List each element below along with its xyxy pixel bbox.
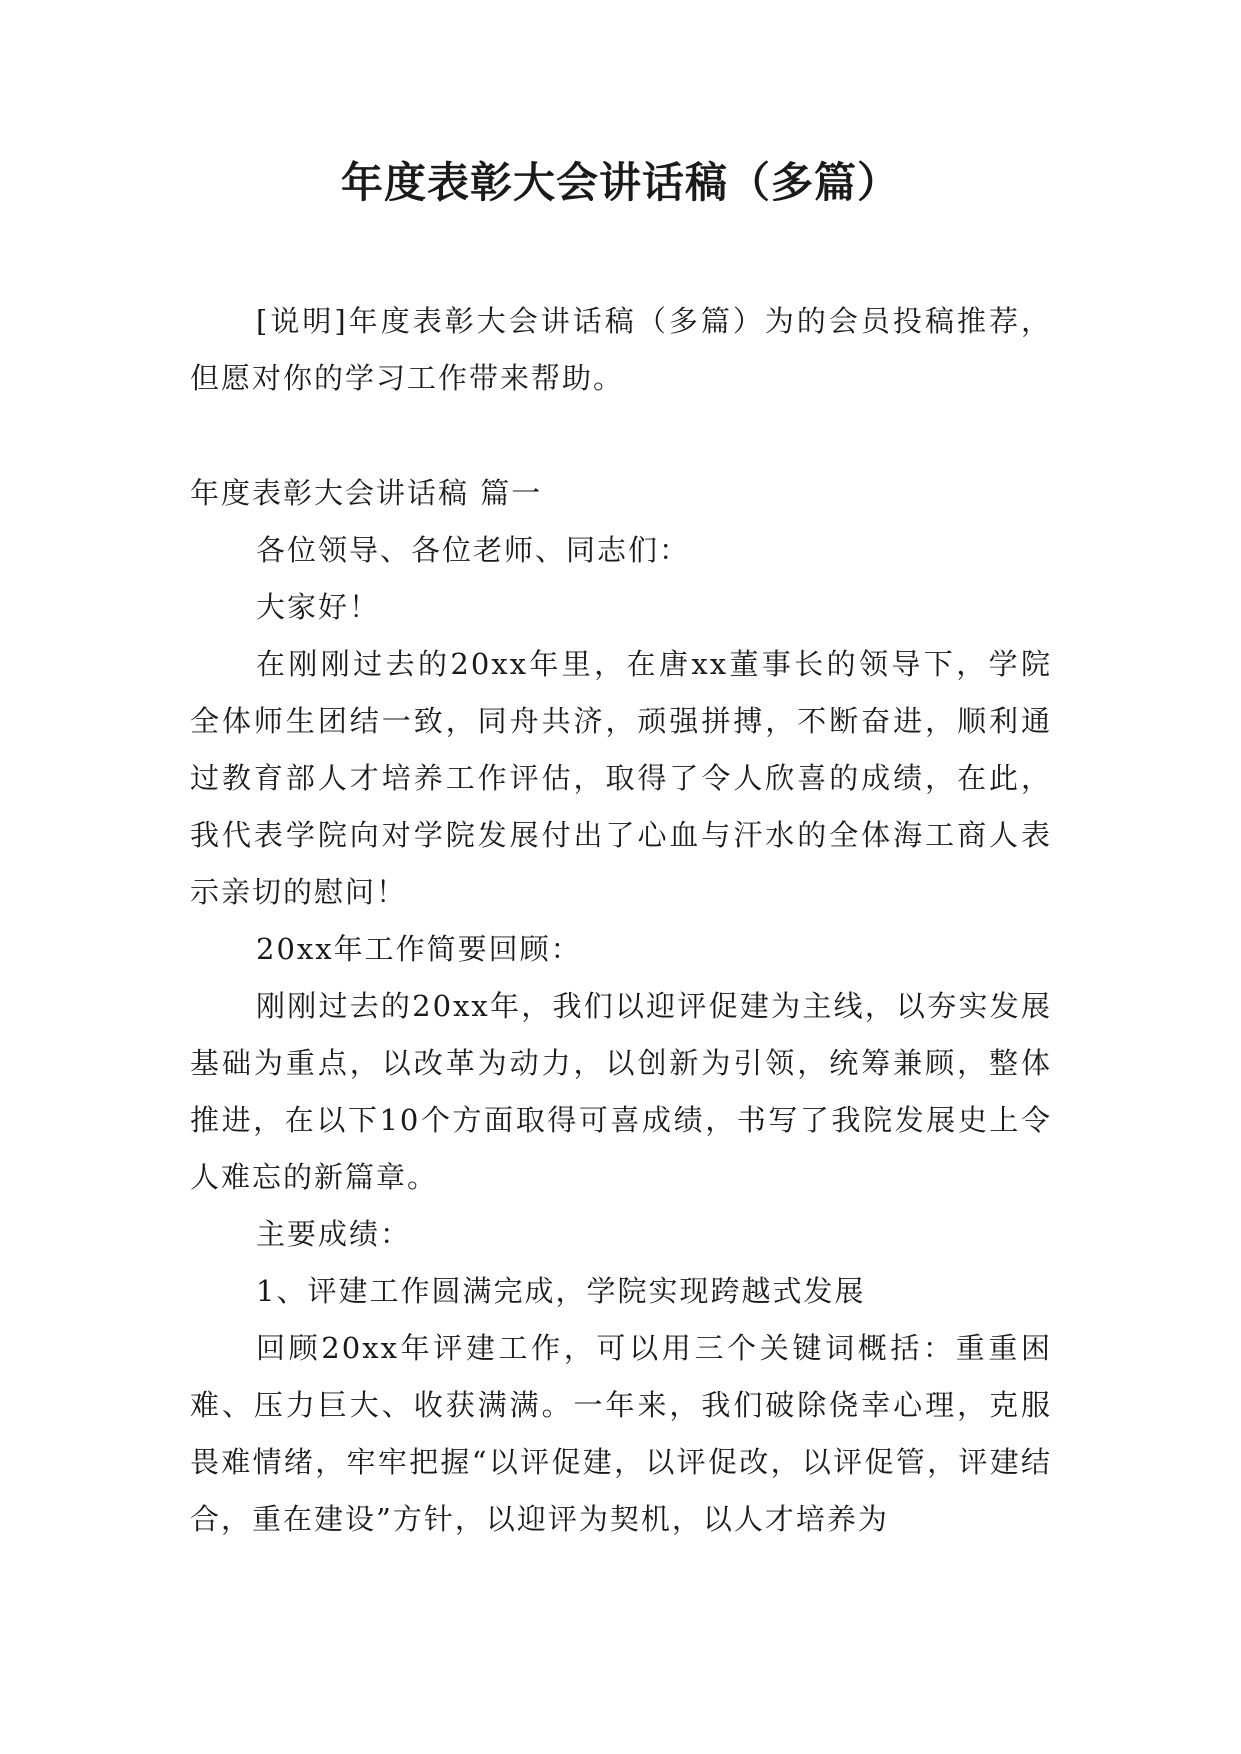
body-paragraph: 刚刚过去的20xx年，我们以迎评促建为主线，以夯实发展基础为重点，以改革为动力，以创新为引领，统筹兼顾，整体推进，在以下10个方面取得可喜成绩，书写了我院发展史上令人难忘的新篇章。	[190, 989, 1052, 1194]
subheading-achievements: 主要成绩：	[256, 1217, 412, 1251]
list-item-heading: 1、评建工作圆满完成，学院实现跨越式发展	[256, 1274, 866, 1308]
body-paragraph: 在刚刚过去的20xx年里，在唐xx董事长的领导下，学院全体师生团结一致，同舟共济，顽强拼搏，不断奋进，顺利通过教育部人才培养工作评估，取得了令人欣喜的成绩，在此，我代表学院向对学院发展付出了心血与汗水的全体海工商人表示亲切的慰问！	[190, 647, 1052, 909]
section-heading: 年度表彰大会讲话稿 篇一	[190, 476, 543, 510]
subheading-review: 20xx年工作简要回顾：	[256, 932, 582, 966]
note-paragraph: [说明]年度表彰大会讲话稿（多篇）为的会员投稿推荐，但愿对你的学习工作带来帮助。	[190, 304, 1052, 395]
document-body	[190, 293, 1052, 1548]
body-paragraph: 回顾20xx年评建工作，可以用三个关键词概括：重重困难、压力巨大、收获满满。一年来，我们破除侥幸心理，克服畏难情绪，牢牢把握“以评促建，以评促改，以评促管，评建结合，重在建设”方针，以迎评为契机，以人才培养为	[190, 1331, 1052, 1536]
document-title: 年度表彰大会讲话稿（多篇）	[340, 158, 900, 207]
greeting-paragraph: 大家好！	[256, 590, 381, 624]
salutation-paragraph: 各位领导、各位老师、同志们：	[256, 533, 691, 567]
